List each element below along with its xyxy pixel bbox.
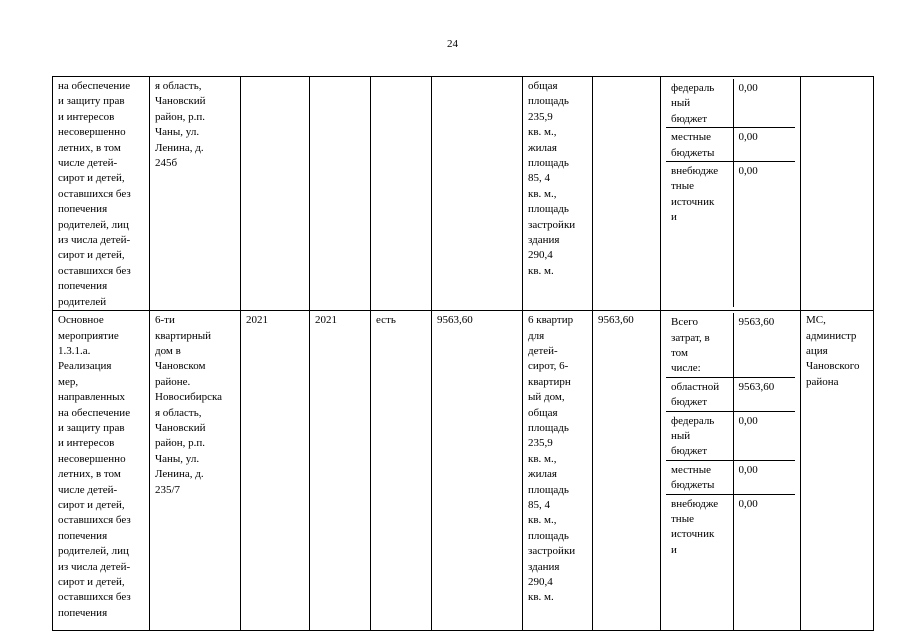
end-year-cell: 2021 [310, 311, 371, 631]
funding-cell [661, 311, 801, 631]
funding-cell [661, 77, 801, 311]
funding-amount: 0,00 [733, 79, 795, 128]
start-year-cell: 2021 [241, 311, 310, 631]
funding-amount: 0,00 [733, 460, 795, 494]
funding-row [666, 460, 795, 494]
cost-cell [432, 77, 523, 311]
event-cell: на обеспечение и защиту прав и интересов несовершенно летних, в том числе детей- сирот и детей, оставшихся без попечения родителей, лиц из числа детей- сирот и детей, оставшихся без попечения родителей [53, 77, 150, 311]
funding-row [666, 313, 795, 377]
end-year-cell [310, 77, 371, 311]
funding-source: внебюдже тные источник и [666, 494, 733, 630]
funding-amount: 9563,60 [733, 377, 795, 411]
total-cell: 9563,60 [593, 311, 661, 631]
funding-source: местные бюджеты [666, 128, 733, 162]
funding-amount: 0,00 [738, 497, 758, 510]
funding-amount: 9563,60 [733, 313, 795, 377]
table-row [53, 77, 874, 311]
psd-cell [371, 77, 432, 311]
funding-source: областной бюджет [666, 377, 733, 411]
program-table [52, 76, 874, 631]
executor-cell: МС, администр ация Чановского района [801, 311, 874, 631]
funding-source: внебюдже тные источник и [666, 162, 733, 307]
funding-source: федераль ный бюджет [666, 79, 733, 128]
funding-amount: 0,00 [733, 128, 795, 162]
funding-row [666, 128, 795, 162]
page-number: 24 [447, 38, 458, 50]
cost-cell: 9563,60 [432, 311, 523, 631]
funding-table [666, 313, 795, 630]
funding-row [666, 162, 795, 307]
start-year-cell [241, 77, 310, 311]
table-row [53, 311, 874, 631]
funding-source: федераль ный бюджет [666, 411, 733, 460]
funding-row [666, 411, 795, 460]
psd-cell: есть [371, 311, 432, 631]
total-cell [593, 77, 661, 311]
capacity-cell: 6 квартир для детей- сирот, 6- квартирн ый дом, общая площадь 235,9 кв. м., жилая площадь 85, 4 кв. м., площадь застройки здания 290,4 кв. м. [523, 311, 593, 631]
funding-source: Всего затрат, в том числе: [666, 313, 733, 377]
object-cell: 6-ти квартирный дом в Чановском районе. Новосибирска я область, Чановский район, р.п. Чаны, ул. Ленина, д. 235/7 [150, 311, 241, 631]
capacity-cell: общая площадь 235,9 кв. м., жилая площадь 85, 4 кв. м., площадь застройки здания 290,4 кв. м. [523, 77, 593, 311]
funding-source: местные бюджеты [666, 460, 733, 494]
executor-cell [801, 77, 874, 311]
funding-row [666, 494, 795, 630]
event-cell: Основное мероприятие 1.3.1.а. Реализация мер, направленных на обеспечение и защиту прав и интересов несовершенно летних, в том числе детей- сирот и детей, оставшихся без попечения родителей, лиц из числа детей- сирот и детей, оставшихся без попечения [53, 311, 150, 631]
funding-row [666, 377, 795, 411]
funding-row [666, 79, 795, 128]
funding-amount: 0,00 [738, 165, 758, 178]
object-cell: я область, Чановский район, р.п. Чаны, ул. Ленина, д. 245б [150, 77, 241, 311]
funding-table [666, 79, 795, 307]
funding-amount: 0,00 [733, 411, 795, 460]
